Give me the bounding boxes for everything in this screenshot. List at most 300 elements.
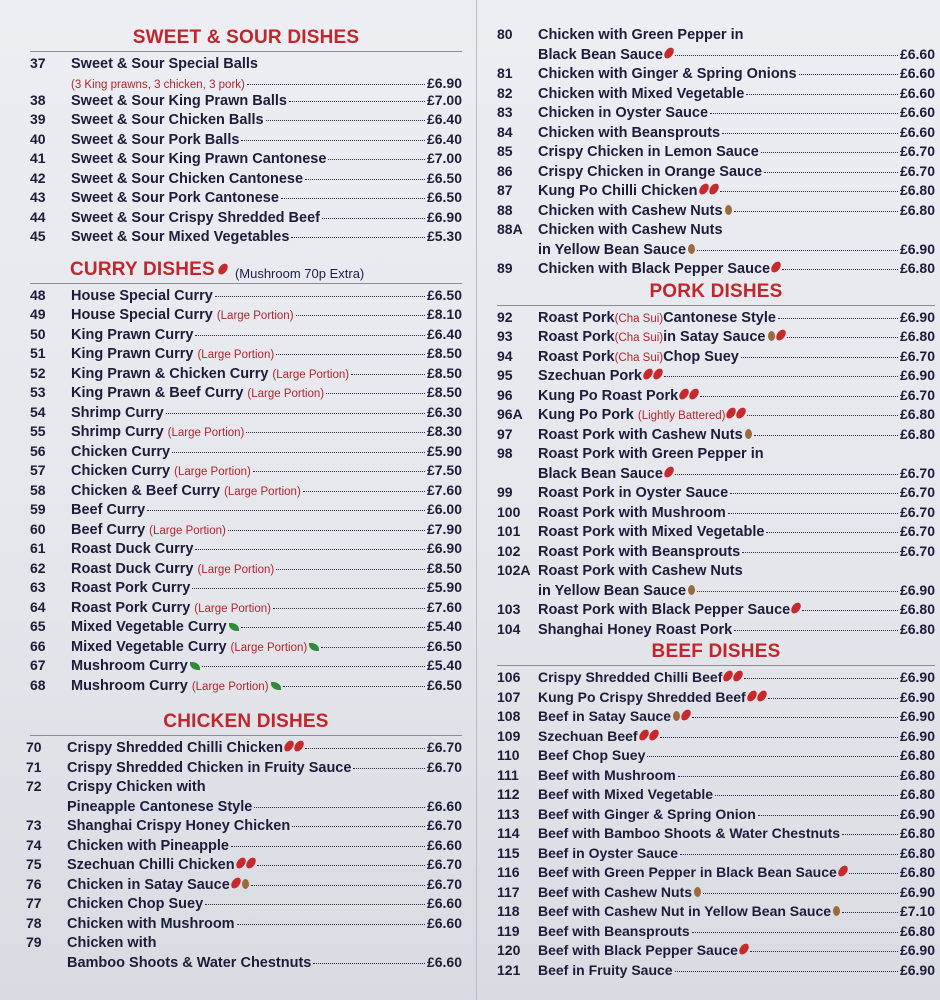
item-number: 84 [497, 123, 513, 140]
leader-dots [703, 893, 898, 894]
item-number: 94 [497, 347, 513, 364]
leader-dots [205, 904, 425, 905]
menu-item [497, 367, 935, 387]
item-name: Shanghai Honey Roast Pork [538, 621, 733, 638]
item-number: 41 [30, 150, 46, 166]
item-portion-note: (Large Portion) [230, 641, 308, 654]
beef-list [497, 669, 935, 981]
menu-item [30, 560, 462, 580]
leader-dots [675, 55, 898, 56]
item-name: Roast Pork [538, 329, 615, 345]
item-number: 68 [30, 676, 46, 693]
item-number: 118 [497, 903, 520, 919]
chili-icon [697, 182, 709, 196]
menu-item-line [26, 778, 462, 798]
menu-item [30, 521, 462, 541]
item-price: £6.70 [899, 484, 935, 500]
menu-item [497, 309, 935, 329]
menu-item [497, 445, 935, 484]
item-portion-note: (Large Portion) [197, 349, 275, 361]
leader-dots [768, 698, 898, 699]
item-number: 86 [497, 162, 513, 179]
leader-dots [750, 951, 898, 952]
item-name: Roast Pork in Oyster Sauce [538, 485, 729, 501]
item-price: £6.90 [426, 74, 462, 91]
menu-item [497, 484, 935, 504]
item-number: 49 [30, 306, 46, 322]
item-number: 96A [497, 406, 523, 422]
leader-dots [766, 532, 898, 533]
leader-dots [246, 432, 425, 433]
leader-dots [778, 318, 898, 319]
item-price: £6.80 [899, 328, 935, 344]
item-name: Beef with Cashew Nuts [538, 883, 693, 900]
column-divider [476, 0, 477, 1000]
item-name: Roast Pork [538, 348, 615, 365]
item-price: £6.70 [426, 758, 462, 775]
leader-dots [678, 776, 898, 777]
leader-dots [195, 549, 424, 550]
item-price: £6.40 [426, 111, 462, 127]
item-price: £6.90 [899, 367, 935, 383]
item-number: 74 [26, 836, 42, 853]
menu-item [497, 728, 935, 748]
item-number: 104 [497, 620, 521, 637]
leader-dots [215, 296, 425, 297]
item-price: £6.90 [899, 961, 935, 978]
item-price: £8.50 [426, 364, 462, 381]
chili-icon [244, 856, 256, 870]
menu-item [497, 669, 935, 689]
leader-dots [747, 415, 898, 416]
section-title: BEEF DISHES [651, 641, 781, 662]
menu-item-line [497, 241, 935, 261]
item-number: 82 [497, 84, 513, 101]
item-name: Chicken Curry [71, 463, 171, 479]
leader-dots [697, 591, 898, 592]
item-price: £6.60 [426, 953, 462, 970]
item-number: 120 [497, 942, 521, 958]
item-number: 79 [26, 934, 42, 950]
item-number: 103 [497, 601, 521, 617]
item-number: 112 [497, 786, 520, 802]
menu-item [497, 182, 935, 202]
item-number: 113 [497, 805, 520, 822]
leader-dots [761, 152, 898, 153]
item-price: £6.40 [426, 130, 462, 147]
menu-item [497, 26, 935, 65]
item-price: £6.70 [899, 542, 935, 559]
menu-item [497, 621, 935, 641]
item-portion-note: (Large Portion) [216, 310, 294, 322]
item-number: 65 [30, 618, 46, 634]
leader-dots [741, 357, 898, 358]
beef-header [497, 642, 935, 666]
item-price: £6.70 [899, 162, 935, 179]
item-name: Szechuan Chilli Chicken [67, 857, 235, 873]
leader-dots [692, 932, 898, 933]
leader-dots [730, 493, 898, 494]
leader-dots [692, 717, 898, 718]
menu-item [497, 348, 935, 368]
item-price: £6.70 [899, 143, 935, 159]
item-price: £6.90 [899, 942, 935, 958]
nut-icon [242, 879, 249, 889]
item-name: Chicken in Satay Sauce [67, 876, 230, 893]
leader-dots [328, 159, 425, 160]
item-price: £6.80 [899, 201, 935, 218]
item-price: £6.50 [426, 286, 462, 303]
menu-item [30, 287, 462, 307]
menu-item [30, 384, 462, 404]
item-price: £8.30 [426, 423, 462, 439]
chili-icon [738, 942, 750, 956]
vegetarian-leaf-icon [190, 662, 200, 670]
item-price: £6.90 [899, 240, 935, 257]
item-name: Beef with Green Pepper in Black Bean Sauce [538, 864, 837, 880]
item-number: 98 [497, 445, 513, 461]
section-title: CURRY DISHES [70, 258, 215, 280]
item-name: King Prawn & Beef Curry [71, 385, 244, 401]
item-number: 111 [497, 766, 519, 783]
leader-dots [276, 569, 425, 570]
menu-item [497, 806, 935, 826]
leader-dots [675, 474, 898, 475]
leader-dots [353, 768, 425, 769]
item-name: Chicken Curry [71, 443, 171, 460]
pork-list [497, 309, 935, 641]
item-portion-note: (Large Portion) [197, 563, 275, 576]
chili-icon [293, 739, 305, 753]
item-number: 39 [30, 111, 46, 127]
item-number: 92 [497, 308, 513, 325]
chili-icon [234, 856, 246, 870]
menu-item [26, 817, 462, 837]
item-name: Roast Pork with Beansprouts [538, 543, 741, 560]
leader-dots [744, 678, 898, 679]
menu-item [30, 482, 462, 502]
section-title: PORK DISHES [649, 280, 783, 302]
sweet-sour-list [30, 55, 462, 248]
menu-item [30, 540, 462, 560]
item-number: 44 [30, 208, 46, 225]
leader-dots [326, 393, 425, 394]
item-portion-note: (Large Portion) [149, 524, 226, 537]
item-number: 72 [26, 778, 42, 794]
chicken-list-continued [497, 26, 935, 280]
leader-dots [647, 756, 898, 757]
item-number: 96 [497, 386, 513, 403]
item-name: Crispy Shredded Chilli Beef [538, 669, 723, 685]
item-price: £6.70 [426, 739, 462, 755]
item-price: £6.90 [426, 208, 462, 225]
item-number: 50 [30, 325, 46, 342]
item-price: £6.70 [899, 347, 935, 364]
leader-dots [257, 865, 425, 866]
chili-icon [652, 367, 664, 381]
menu-item [497, 923, 935, 943]
leader-dots [351, 374, 425, 375]
item-price: £6.80 [899, 260, 935, 276]
item-name: Mushroom Curry [71, 658, 188, 674]
item-number: 42 [30, 169, 46, 186]
vegetarian-leaf-icon [229, 623, 239, 631]
sweet-sour-header [30, 26, 462, 52]
item-price: £5.90 [426, 442, 462, 459]
chicken-header [30, 708, 462, 736]
menu-item [30, 326, 462, 346]
leader-dots [273, 608, 425, 609]
item-number: 62 [30, 559, 46, 576]
leader-dots [849, 873, 898, 874]
leader-dots [303, 491, 425, 492]
menu-item [497, 65, 935, 85]
leader-dots [799, 74, 898, 75]
menu-item [497, 786, 935, 806]
menu-item [30, 599, 462, 619]
menu-item [30, 150, 462, 170]
item-name: Beef with Ginger & Spring Onion [538, 805, 756, 822]
item-name-tail: Cantonese Style [663, 309, 776, 326]
menu-item [497, 884, 935, 904]
menu-item [497, 747, 935, 767]
menu-item [497, 708, 935, 728]
menu-item [497, 85, 935, 105]
menu-item [497, 845, 935, 865]
chili-icon [647, 727, 659, 741]
item-number: 117 [497, 883, 520, 900]
item-name: Crispy Shredded Chicken in Fruity Sauce [67, 759, 352, 776]
item-name: Beef Curry [71, 521, 146, 538]
item-number: 52 [30, 364, 46, 381]
menu-item [497, 903, 935, 923]
item-name: Chicken with Pineapple [67, 837, 229, 854]
item-number: 78 [26, 914, 42, 931]
leader-dots [241, 627, 425, 628]
menu-item [30, 677, 462, 697]
item-name: Kung Po Roast Pork [538, 387, 679, 404]
item-name: King Prawn Curry [71, 326, 194, 343]
menu-item [30, 228, 462, 248]
item-number: 89 [497, 260, 513, 276]
leader-dots [192, 588, 425, 589]
leader-dots [802, 610, 898, 611]
menu-item-line [30, 75, 462, 92]
item-price: £6.70 [426, 856, 462, 872]
item-name: Kung Po Crispy Shredded Beef [538, 688, 746, 705]
menu-item [26, 759, 462, 779]
chili-icon [663, 464, 675, 478]
item-price: £6.80 [899, 825, 935, 841]
item-number: 43 [30, 189, 46, 205]
nut-icon [833, 906, 840, 916]
item-price: £5.30 [426, 228, 462, 244]
item-price: £6.90 [899, 669, 935, 685]
item-name: Sweet & Sour Crispy Shredded Beef [71, 209, 320, 226]
item-number: 77 [26, 895, 42, 911]
item-number: 58 [30, 481, 46, 498]
item-name: Sweet & Sour Pork Cantonese [71, 190, 279, 206]
item-name: Sweet & Sour Mixed Vegetables [71, 229, 290, 245]
chili-icon [837, 864, 849, 878]
item-number: 97 [497, 425, 513, 442]
item-price: £6.40 [426, 325, 462, 342]
item-price: £6.90 [899, 688, 935, 705]
leader-dots [283, 686, 425, 687]
nut-icon [768, 331, 775, 341]
item-portion-note: (Cha Sui) [614, 351, 664, 364]
leader-dots [675, 971, 898, 972]
item-number: 70 [26, 739, 42, 755]
item-number: 37 [30, 55, 46, 71]
item-number: 55 [30, 423, 46, 439]
menu-item [497, 962, 935, 982]
item-price: £5.40 [426, 618, 462, 634]
left-column [26, 26, 462, 973]
leader-dots [842, 912, 898, 913]
item-price: £6.70 [426, 817, 462, 833]
chili-icon [637, 727, 649, 741]
item-number: 53 [30, 384, 46, 400]
menu-item-line [497, 562, 935, 582]
item-price: £6.50 [426, 676, 462, 693]
leader-dots [166, 413, 425, 414]
item-price: £6.80 [899, 786, 935, 802]
item-name: Beef in Fruity Sauce [538, 961, 673, 978]
leader-dots [254, 807, 425, 808]
leader-dots [322, 218, 425, 219]
item-name: Chicken with Mushroom [67, 915, 235, 932]
item-name: Chicken Chop Suey [67, 896, 204, 912]
item-number: 56 [30, 442, 46, 459]
leader-dots [291, 237, 425, 238]
menu-item-line [497, 465, 935, 485]
menu-item [497, 406, 935, 426]
leader-dots [664, 376, 898, 377]
leader-dots [237, 924, 425, 925]
item-name: Beef with Mushroom [538, 766, 676, 783]
item-price: £5.90 [426, 579, 462, 595]
menu-item-line [26, 934, 462, 954]
item-number: 38 [30, 91, 46, 108]
section-note: (Mushroom 70p Extra) [234, 265, 365, 281]
leader-dots [172, 452, 425, 453]
menu-item [30, 209, 462, 229]
item-price: £6.90 [899, 727, 935, 744]
leader-dots [787, 337, 898, 338]
leader-dots [305, 179, 425, 180]
leader-dots [722, 133, 898, 134]
item-price: £6.80 [899, 922, 935, 939]
menu-item [26, 895, 462, 915]
item-name-continued: Black Bean Sauce [538, 46, 663, 63]
item-number: 71 [26, 758, 42, 775]
item-number: 119 [497, 922, 520, 939]
chili-icon [663, 45, 675, 59]
item-price: £6.60 [899, 65, 935, 81]
leader-dots [289, 101, 425, 102]
item-name-tail: in Satay Sauce [663, 329, 766, 345]
menu-item [497, 601, 935, 621]
item-portion-note: (Cha Sui) [614, 332, 664, 344]
item-price: £6.50 [426, 189, 462, 205]
chili-icon [732, 669, 744, 683]
chili-icon [688, 386, 700, 400]
menu-item-line [30, 55, 462, 75]
item-number: 51 [30, 345, 46, 361]
leader-dots [296, 315, 425, 316]
item-name: Crispy Chicken in Orange Sauce [538, 163, 763, 180]
menu-item [497, 387, 935, 407]
item-name: Chicken with Beansprouts [538, 124, 721, 141]
item-price: £6.80 [899, 182, 935, 198]
item-price: £8.10 [426, 306, 462, 322]
item-name-tail: Chop Suey [663, 348, 739, 365]
menu-item [26, 934, 462, 973]
item-number: 102A [497, 562, 531, 578]
chicken-list [26, 739, 462, 973]
item-name: Roast Pork with Black Pepper Sauce [538, 602, 791, 618]
item-name: Sweet & Sour King Prawn Cantonese [71, 151, 327, 167]
item-price: £6.80 [899, 620, 935, 637]
item-number: 102 [497, 542, 521, 559]
item-number: 81 [497, 65, 513, 81]
item-price: £6.90 [899, 308, 935, 325]
item-name: Szechuan Beef [538, 727, 638, 744]
item-number: 76 [26, 875, 42, 892]
menu-item-line [497, 582, 935, 602]
item-price: £6.60 [426, 895, 462, 911]
item-price: £7.90 [426, 520, 462, 537]
menu-item [26, 856, 462, 876]
menu-item [26, 837, 462, 857]
item-number: 87 [497, 182, 513, 198]
item-name: Beef with Mixed Vegetable [538, 786, 714, 802]
item-number: 95 [497, 367, 513, 383]
menu-item [30, 92, 462, 112]
menu-item [497, 825, 935, 845]
item-number: 108 [497, 708, 521, 724]
item-price: £8.50 [426, 559, 462, 576]
item-price: £6.90 [899, 581, 935, 598]
item-number: 45 [30, 228, 46, 244]
item-name: Mushroom Curry [71, 677, 188, 694]
menu-item [497, 124, 935, 144]
menu-item [497, 767, 935, 787]
item-price: £6.80 [899, 864, 935, 880]
menu-item [26, 915, 462, 935]
item-number: 57 [30, 462, 46, 478]
item-contents-note: (3 King prawns, 3 chicken, 3 pork) [71, 78, 245, 91]
item-name: Sweet & Sour Chicken Cantonese [71, 170, 304, 187]
leader-dots [147, 510, 425, 511]
menu-item [497, 104, 935, 124]
right-column [497, 26, 935, 981]
item-price: £7.00 [426, 150, 462, 166]
item-number: 66 [30, 637, 46, 654]
item-price: £6.60 [899, 45, 935, 62]
leader-dots [842, 834, 898, 835]
menu-item-line [497, 26, 935, 46]
menu-item [26, 778, 462, 817]
item-price: £6.60 [899, 104, 935, 120]
leader-dots [710, 113, 898, 114]
menu-item [497, 143, 935, 163]
menu-item [30, 618, 462, 638]
menu-item [497, 221, 935, 260]
item-name: Crispy Shredded Chilli Chicken [67, 740, 283, 756]
item-price: £6.60 [426, 797, 462, 814]
